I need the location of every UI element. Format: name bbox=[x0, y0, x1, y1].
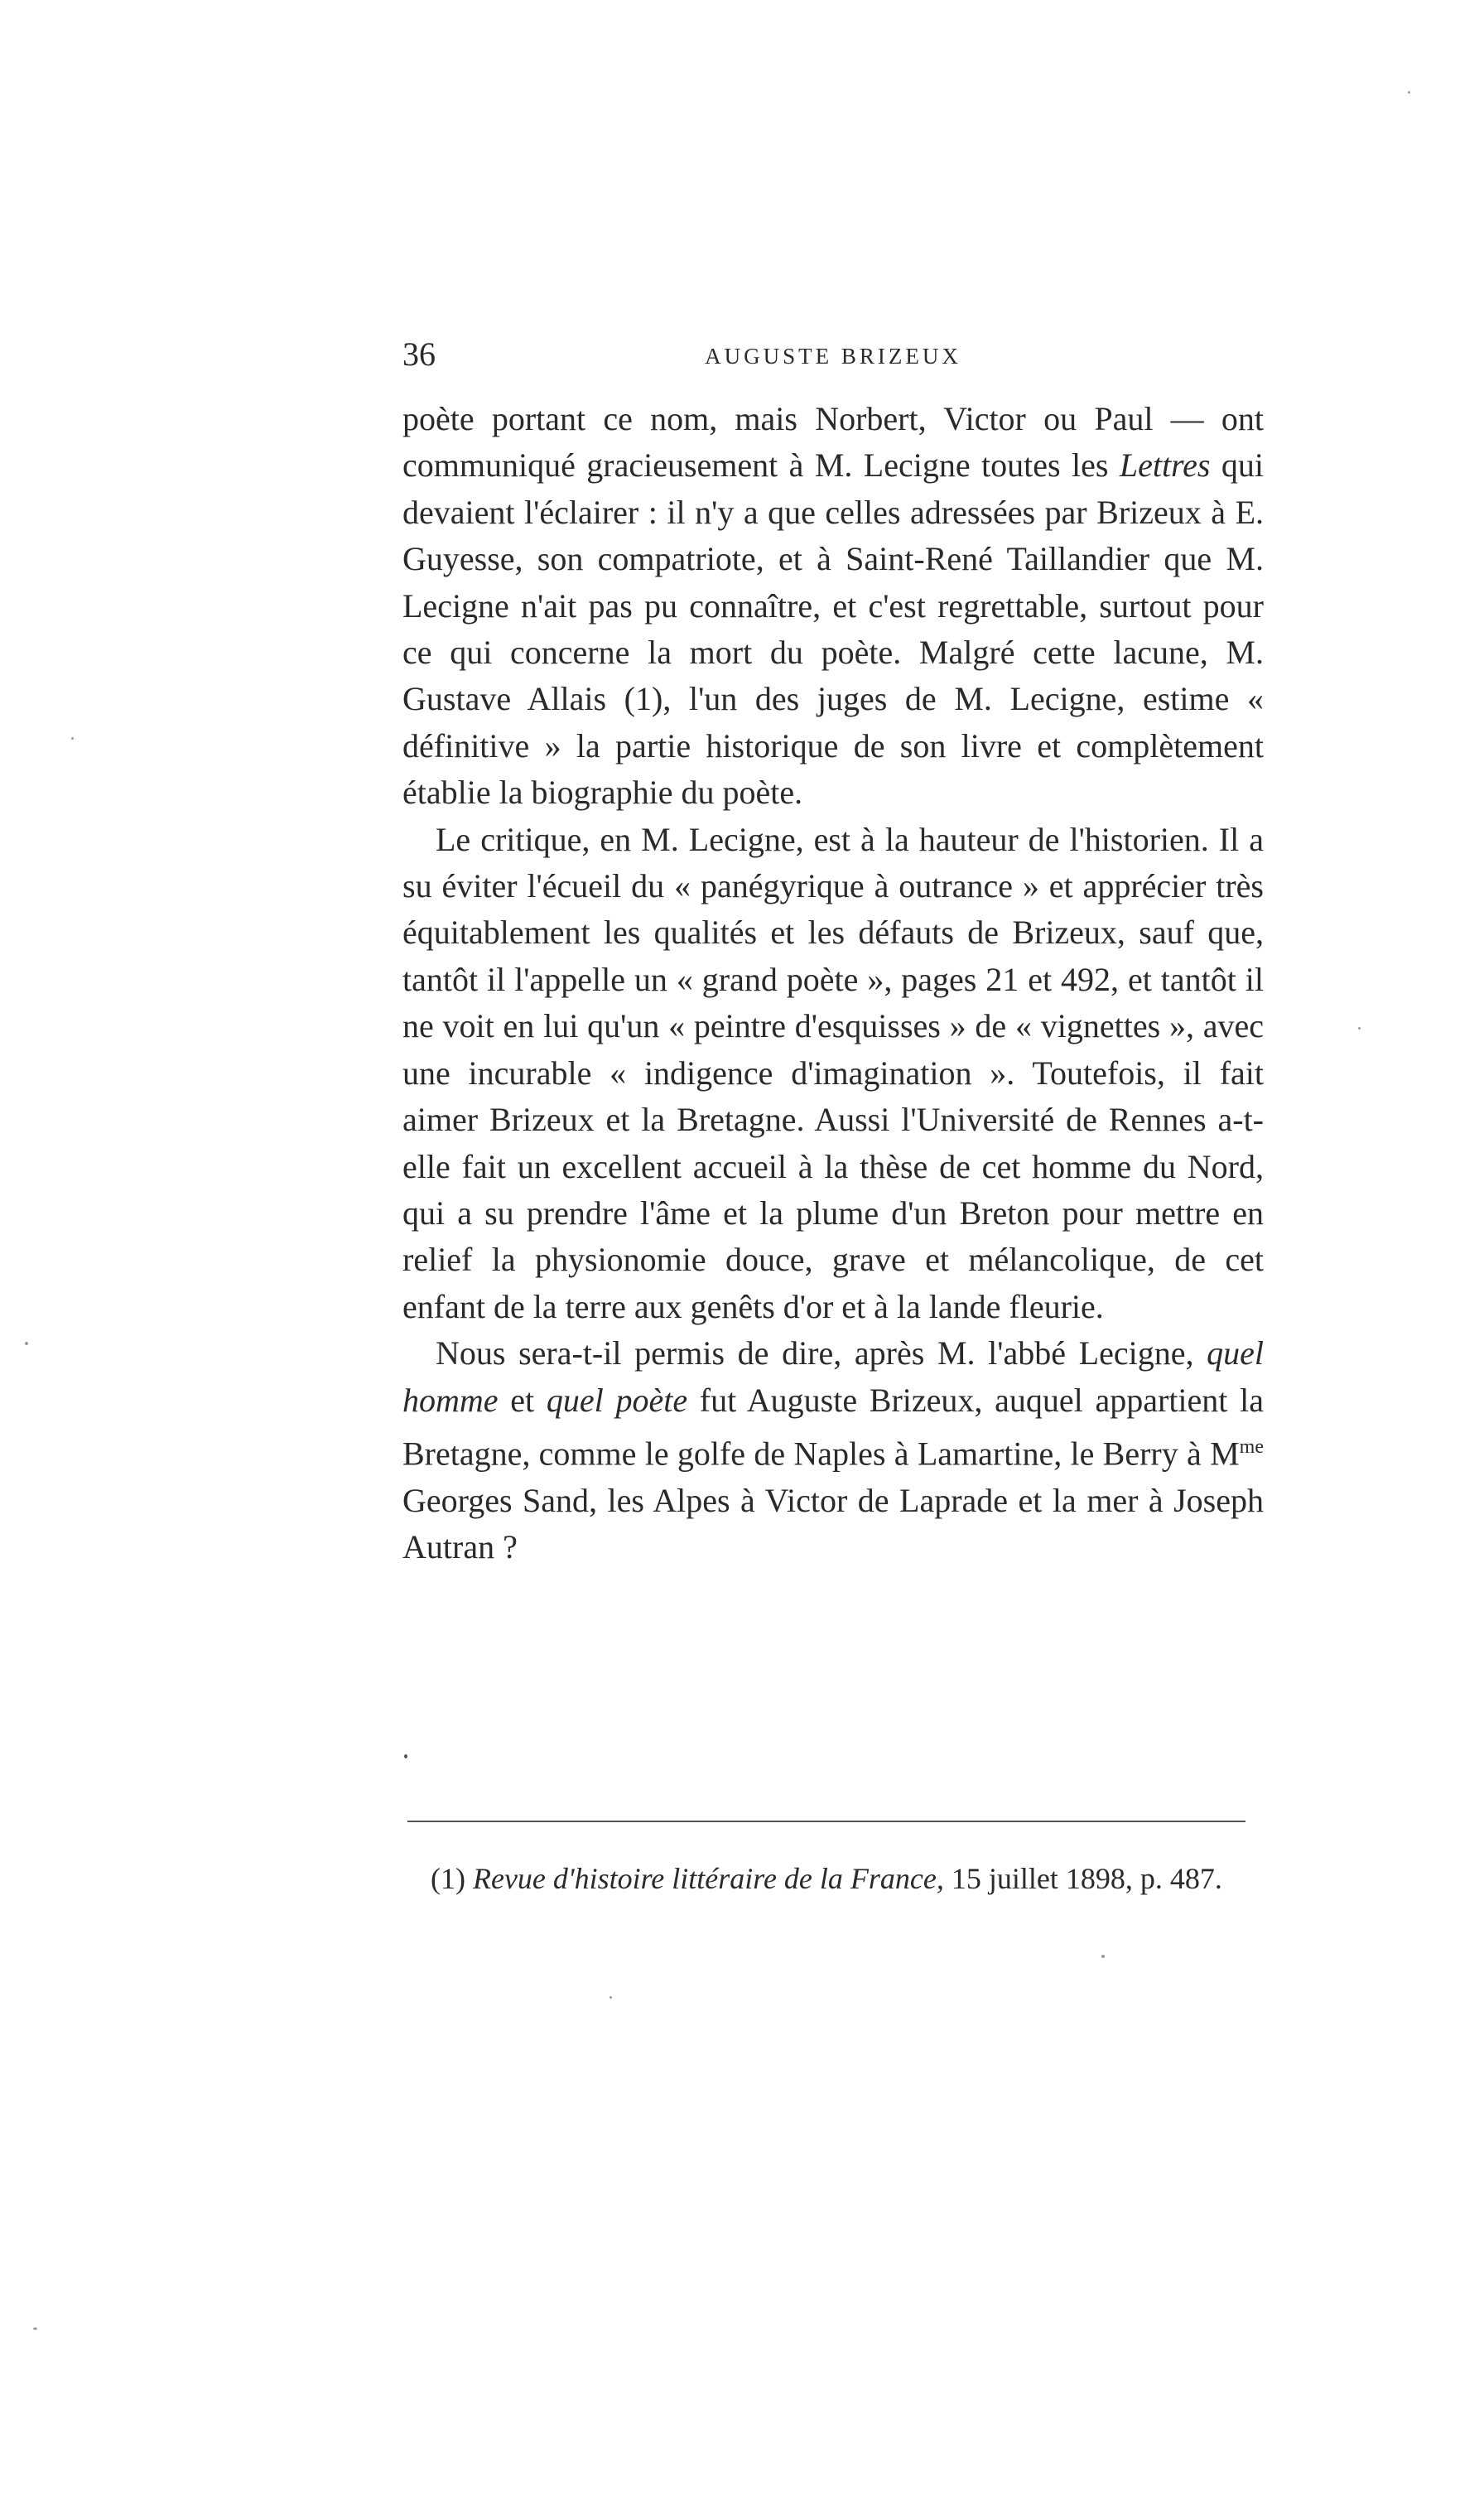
paragraph-3-part-a: Nous sera-t-il permis de dire, après M. l'abbé Lecigne, bbox=[436, 1334, 1207, 1372]
paragraph-3-italic-2: quel poète bbox=[546, 1381, 688, 1419]
paper-speck bbox=[71, 737, 74, 740]
paragraph-1-part-c: qui devaient l'éclairer : il n'y a que celles adressées par Brizeux à E. Guyesse, son compatriote, et à Saint-René Taillandier que M. Lecigne n'ait pas pu connaître, et c'est regrettable, surtout pour ce qui concerne la mort du poète. Malgré cette lacune, M. Gustave Allais (1), l'un des juges de M. Lecigne, estime « définitive » la partie historique de son livre et complètement établie la biographie du poète. bbox=[402, 446, 1264, 812]
running-head: AUGUSTE BRIZEUX bbox=[705, 344, 961, 369]
paper-speck bbox=[33, 2327, 37, 2330]
footnote bbox=[431, 1855, 1259, 1902]
paragraph-1-part-a: poète portant ce nom, mais Norbert, Victor ou Paul — ont communiqué gracieusement à M. Lecigne toutes les bbox=[402, 400, 1264, 485]
footnote-source: Revue d'histoire littéraire de la France, bbox=[472, 1862, 944, 1895]
paper-speck bbox=[1101, 1955, 1105, 1958]
paragraph-3-part-e: fut Auguste Brizeux, auquel appartient la Bretagne, comme le golfe de Naples à Lamartine, le Berry à M bbox=[402, 1381, 1264, 1473]
paragraph-3-superscript: me bbox=[1239, 1435, 1264, 1458]
paragraph-3 bbox=[402, 1330, 1264, 1570]
body-text bbox=[402, 396, 1264, 1570]
paragraph-2: Le critique, en M. Lecigne, est à la hauteur de l'historien. Il a su éviter l'écueil du « panégyrique à outrance » et apprécier très équitablement les qualités et les défauts de Brizeux, sauf que, tantôt il l'appelle un « grand poète », pages 21 et 492, et tantôt il ne voit en lui qu'un « peintre d'esquisses » de « vignettes », avec une incurable « indigence d'imagination ». Toutefois, il fait aimer Brizeux et la Bretagne. Aussi l'Université de Rennes a-t-elle fait un excellent accueil à la thèse de cet homme du Nord, qui a su prendre l'âme et la plume d'un Breton pour mettre en relief la physionomie douce, grave et mélancolique, de cet enfant de la terre aux genêts d'or et à la lande fleurie. bbox=[402, 820, 1264, 1325]
paragraph-1-italic: Lettres bbox=[1119, 446, 1211, 485]
paragraph-3-part-g: Georges Sand, les Alpes à Victor de Laprade et la mer à Joseph Autran ? bbox=[402, 1481, 1264, 1566]
paragraph-1 bbox=[402, 396, 1264, 817]
paragraph-3-part-c: et bbox=[498, 1381, 547, 1419]
footnote-detail: 15 juillet 1898, p. 487. bbox=[943, 1862, 1222, 1895]
paper-speck bbox=[1408, 91, 1410, 94]
paper-speck bbox=[610, 1996, 612, 1999]
paper-speck bbox=[1358, 1027, 1361, 1030]
paragraph-3-italic-1: quel homme bbox=[402, 1334, 1264, 1419]
page-number: 36 bbox=[402, 335, 436, 373]
stray-mark bbox=[404, 1754, 407, 1758]
page-header bbox=[402, 330, 1264, 379]
paper-speck bbox=[25, 1342, 28, 1345]
footnote-rule bbox=[407, 1821, 1246, 1822]
footnote-marker: (1) bbox=[431, 1862, 473, 1895]
